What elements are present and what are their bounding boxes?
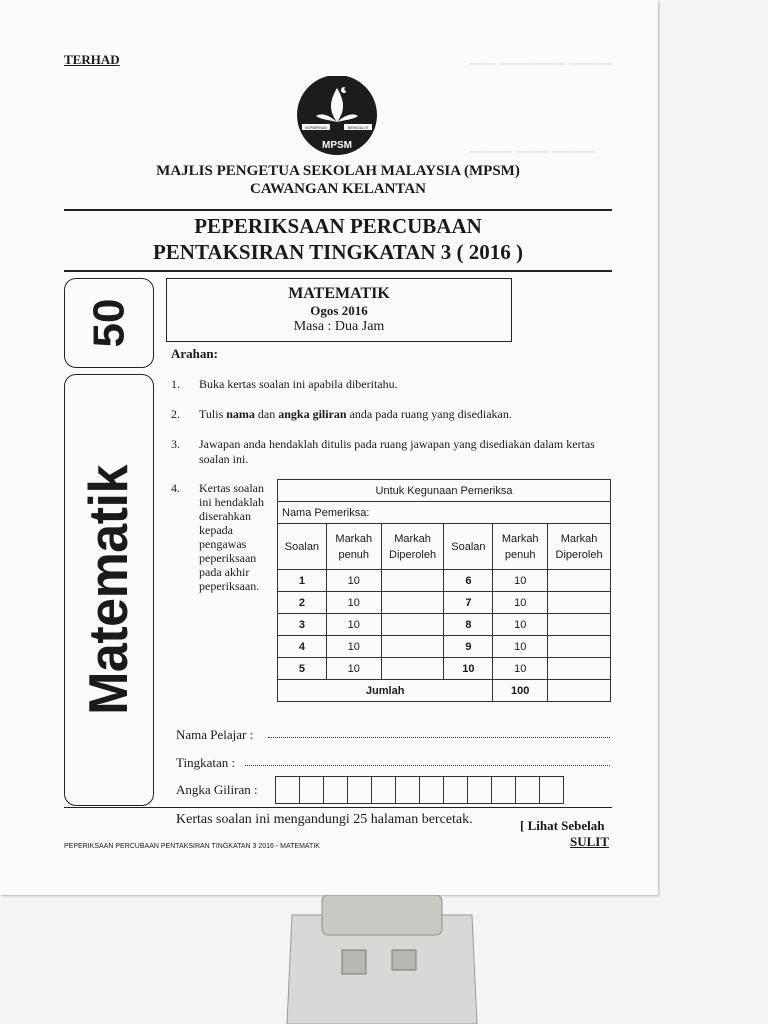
instruction-text: Buka kertas soalan ini apabila diberitahu.	[199, 377, 398, 391]
classification-label: TERHAD	[64, 52, 120, 67]
mpsm-logo-icon	[294, 76, 380, 156]
form-label: Tingkatan :	[176, 755, 236, 770]
table-total-row	[278, 680, 611, 702]
exam-date: Ogos 2016	[310, 303, 368, 318]
digit-box[interactable]	[347, 776, 372, 804]
full-mark: 10	[493, 636, 548, 658]
subject-side-label: Matematik	[78, 465, 140, 715]
instruction-number: 4.	[171, 481, 180, 495]
subject-name: MATEMATIK	[288, 285, 390, 302]
obtained-mark-cell[interactable]	[381, 636, 444, 658]
question-number: 6	[444, 570, 493, 592]
subject-side-box	[64, 374, 154, 806]
col-header-markah-diperoleh: Markah Diperoleh	[548, 524, 611, 570]
total-obtained-cell[interactable]	[548, 680, 611, 702]
form-field[interactable]	[245, 755, 610, 766]
total-label: Jumlah	[278, 680, 493, 702]
digit-box[interactable]	[539, 776, 564, 804]
subject-info-box	[166, 278, 512, 342]
obtained-mark-cell[interactable]	[548, 658, 611, 680]
full-mark: 10	[326, 658, 381, 680]
divider	[64, 270, 612, 272]
obtained-mark-cell[interactable]	[548, 636, 611, 658]
exam-title: PEPERIKSAAN PERCUBAAN	[194, 214, 482, 238]
question-number: 8	[444, 614, 493, 636]
sulit-label: SULIT	[570, 834, 610, 849]
full-mark: 10	[326, 570, 381, 592]
digit-box[interactable]	[419, 776, 444, 804]
obtained-mark-cell[interactable]	[381, 658, 444, 680]
col-header-markah-diperoleh: Markah Diperoleh	[381, 524, 444, 570]
digit-box[interactable]	[515, 776, 540, 804]
exam-subtitle: PENTAKSIRAN TINGKATAN 3 ( 2016 )	[152, 240, 524, 264]
digit-box[interactable]	[467, 776, 492, 804]
table-row	[278, 592, 611, 614]
show-through-text: ▁▁▁ ▁▁▁▁▁▁▁▁ ▁▁▁▁▁	[470, 53, 612, 65]
exam-duration: Masa : Dua Jam	[293, 319, 385, 334]
page-count-note: Kertas soalan ini mengandungi 25 halaman bercetak.	[176, 812, 473, 827]
examiner-table	[277, 479, 611, 702]
full-mark: 10	[493, 570, 548, 592]
obtained-mark-cell[interactable]	[548, 570, 611, 592]
table-row	[278, 636, 611, 658]
student-name-field[interactable]	[268, 727, 610, 738]
question-number: 10	[444, 658, 493, 680]
footer-text: PEPERIKSAAN PERCUBAAN PENTAKSIRAN TINGKATAN 3 2016 - MATEMATIK	[64, 843, 320, 850]
obtained-mark-cell[interactable]	[381, 592, 444, 614]
question-number: 1	[278, 570, 327, 592]
instruction-number: 2.	[171, 407, 180, 421]
digit-box[interactable]	[395, 776, 420, 804]
logo-banner-right: BERKUALITI	[347, 126, 369, 130]
question-number: 9	[444, 636, 493, 658]
organization-name: MAJLIS PENGETUA SEKOLAH MALAYSIA (MPSM)	[156, 163, 520, 179]
obtained-mark-cell[interactable]	[381, 614, 444, 636]
student-name-label: Nama Pelajar :	[176, 727, 254, 742]
full-mark: 10	[493, 614, 548, 636]
divider	[64, 807, 612, 808]
full-mark: 10	[493, 592, 548, 614]
question-number: 7	[444, 592, 493, 614]
organization-branch: CAWANGAN KELANTAN	[250, 181, 426, 197]
total-value: 100	[493, 680, 548, 702]
divider	[64, 209, 612, 211]
table-row	[278, 614, 611, 636]
table-row	[278, 658, 611, 680]
instructions-heading: Arahan:	[171, 346, 218, 361]
col-header-markah-penuh: Markah penuh	[493, 524, 548, 570]
examiner-table-title: Untuk Kegunaan Pemeriksa	[278, 480, 611, 502]
show-through-text: ▁▁▁▁▁ ▁▁▁▁ ▁▁▁▁▁	[470, 141, 595, 153]
question-number: 2	[278, 592, 327, 614]
candidate-number-boxes[interactable]	[276, 776, 564, 804]
digit-box[interactable]	[491, 776, 516, 804]
table-row	[278, 570, 611, 592]
digit-box[interactable]	[299, 776, 324, 804]
logo-banner-left: KEPIMPINAN	[305, 126, 327, 130]
col-header-soalan: Soalan	[278, 524, 327, 570]
logo-text: MPSM	[322, 140, 352, 151]
instruction-text: Jawapan anda hendaklah ditulis pada ruang jawapan yang disediakan dalam kertas soalan ini.	[199, 437, 595, 466]
turn-over-note: [ Lihat Sebelah	[520, 818, 605, 833]
col-header-markah-penuh: Markah penuh	[326, 524, 381, 570]
binder-clip-icon	[282, 895, 482, 1024]
instruction-number: 3.	[171, 437, 180, 451]
full-mark: 10	[326, 592, 381, 614]
obtained-mark-cell[interactable]	[381, 570, 444, 592]
full-mark: 10	[493, 658, 548, 680]
question-number: 5	[278, 658, 327, 680]
paper-code: 50	[83, 298, 133, 348]
obtained-mark-cell[interactable]	[548, 592, 611, 614]
instruction-text: Tulis nama dan angka giliran anda pada ruang yang disediakan.	[199, 407, 512, 421]
full-mark: 10	[326, 614, 381, 636]
obtained-mark-cell[interactable]	[548, 614, 611, 636]
digit-box[interactable]	[275, 776, 300, 804]
paper-code-box	[64, 278, 154, 368]
candidate-number-label: Angka Giliran :	[176, 782, 258, 797]
question-number: 3	[278, 614, 327, 636]
full-mark: 10	[326, 636, 381, 658]
digit-box[interactable]	[371, 776, 396, 804]
instruction-number: 1.	[171, 377, 180, 391]
examiner-name-label: Nama Pemeriksa:	[278, 502, 611, 524]
digit-box[interactable]	[323, 776, 348, 804]
col-header-soalan: Soalan	[444, 524, 493, 570]
question-number: 4	[278, 636, 327, 658]
digit-box[interactable]	[443, 776, 468, 804]
instruction-text: Kertas soalan ini hendaklah diserahkan kepada pengawas peperiksaan pada akhir peperiksaan.	[199, 481, 264, 593]
